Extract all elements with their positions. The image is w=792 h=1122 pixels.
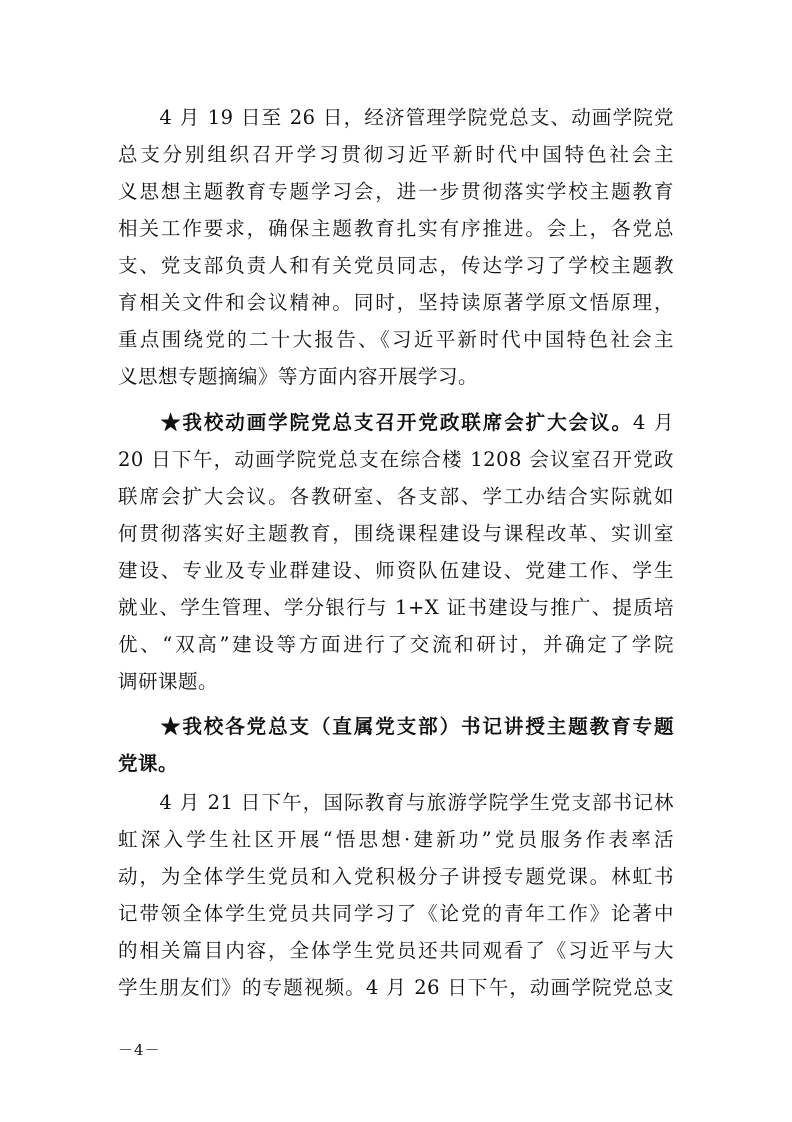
news-heading: ★我校各党总支（直属党支部）书记讲授主题教育专题 bbox=[118, 715, 674, 738]
paragraph-line: 何贯彻落实好主题教育，围绕课程建设与课程改革、实训室 bbox=[118, 522, 674, 545]
paragraph-line: 优、“双高”建设等方面进行了交流和研讨，并确定了学院 bbox=[118, 633, 674, 656]
paragraph-line: 4 月 19 日至 26 日，经济管理学院党总支、动画学院党 bbox=[118, 106, 674, 129]
paragraph-line: 记带领全体学生党员共同学习了《论党的青年工作》论著中 bbox=[118, 902, 674, 925]
news-heading: 党课。 bbox=[118, 752, 179, 775]
news-heading: ★我校动画学院党总支召开党政联席会扩大会议。 bbox=[118, 411, 633, 434]
paragraph-party-lecture-heading bbox=[118, 708, 674, 782]
paragraph-line: 就业、学生管理、学分银行与 1+X 证书建设与推广、提质培 bbox=[118, 596, 674, 619]
paragraph-animation-meeting bbox=[118, 404, 674, 700]
paragraph-line: 的相关篇目内容，全体学生党员还共同观看了《习近平与大 bbox=[118, 939, 674, 962]
paragraph-line: 义思想主题教育专题学习会，进一步贯彻落实学校主题教育 bbox=[118, 180, 674, 203]
paragraph-meeting-study bbox=[118, 99, 674, 395]
paragraph-line: 虹深入学生社区开展“悟思想·建新功”党员服务作表率活 bbox=[118, 828, 674, 851]
paragraph-line: 联席会扩大会议。各教研室、各支部、学工办结合实际就如 bbox=[118, 485, 674, 508]
paragraph-line bbox=[118, 404, 674, 441]
paragraph-line: 相关工作要求，确保主题教育扎实有序推进。会上，各党总 bbox=[118, 217, 674, 240]
paragraph-line: 重点围绕党的二十大报告、《习近平新时代中国特色社会主 bbox=[118, 328, 674, 351]
paragraph-line: 学生朋友们》的专题视频。4 月 26 日下午，动画学院党总支 bbox=[118, 976, 674, 999]
paragraph-line: 建设、专业及专业群建设、师资队伍建设、党建工作、学生 bbox=[118, 559, 674, 582]
paragraph-line: 4 月 21 日下午，国际教育与旅游学院学生党支部书记林 bbox=[118, 791, 674, 814]
paragraph-line: 总支分别组织召开学习贯彻习近平新时代中国特色社会主 bbox=[118, 143, 674, 166]
paragraph-text: 4 月 bbox=[632, 411, 674, 434]
paragraph-line: 育相关文件和会议精神。同时，坚持读原著学原文悟原理， bbox=[118, 291, 674, 314]
page-number: －4－ bbox=[118, 1041, 161, 1059]
paragraph-line: 调研课题。 bbox=[118, 670, 219, 693]
paragraph-line: 义思想专题摘编》等方面内容开展学习。 bbox=[118, 365, 479, 388]
paragraph-party-lecture bbox=[118, 784, 674, 1006]
paragraph-line: 动，为全体学生党员和入党积极分子讲授专题党课。林虹书 bbox=[118, 865, 674, 888]
paragraph-line: 支、党支部负责人和有关党员同志，传达学习了学校主题教 bbox=[118, 254, 674, 277]
paragraph-line: 20 日下午，动画学院党总支在综合楼 1208 会议室召开党政 bbox=[118, 448, 674, 471]
